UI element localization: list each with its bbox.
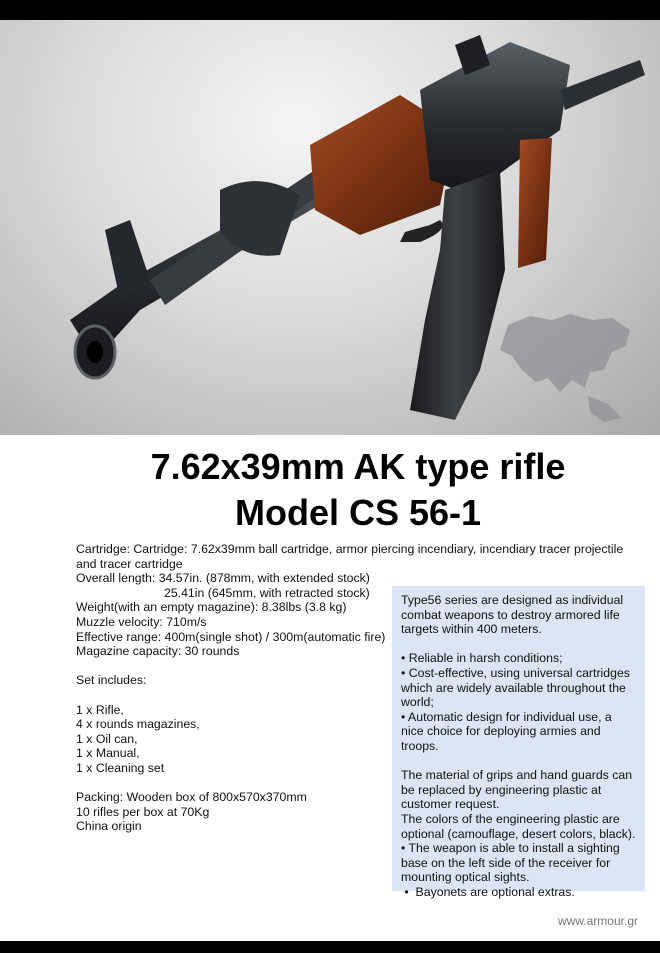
asia-map-silhouette xyxy=(500,314,630,422)
description-intro: Type56 series are designed as individual combat weapons to destroy armored life targets within 400 meters. xyxy=(401,593,624,637)
title-line-2: Model CS 56-1 xyxy=(234,492,482,533)
description-sighting: • The weapon is able to install a sighting base on the left side of the receiver for mounting optical sights. xyxy=(401,841,620,885)
spec-rifles-per-box: 10 rifles per box at 70Kg xyxy=(76,804,210,819)
description-box xyxy=(392,586,645,899)
spec-cartridge: Cartridge: Cartridge: 7.62x39mm ball cartridge, armor piercing incendiary, incendiary tracer projectile and tracer cartridge xyxy=(76,542,624,571)
rifle-photo xyxy=(0,20,660,435)
pistol-grip xyxy=(518,138,552,268)
spec-weight: Weight(with an empty magazine): 8.38lbs (3.8 kg) xyxy=(76,600,347,615)
spec-packing: Packing: Wooden box of 800x570x370mm xyxy=(76,790,307,805)
spec-muzzle-velocity: Muzzle velocity: 710m/s xyxy=(76,614,207,629)
description-bayonets: • Bayonets are optional extras. xyxy=(401,884,575,899)
title-line-1: 7.62x39mm AK type rifle xyxy=(150,446,566,487)
feature-bullet: • Automatic design for individual use, a nice choice for deploying armies and troops. xyxy=(401,709,612,753)
page-title xyxy=(0,444,660,536)
description-material: The material of grips and hand guards can be replaced by engineering plastic at customer request. xyxy=(401,768,633,812)
set-item: 1 x Rifle, xyxy=(76,702,124,717)
set-includes-label: Set includes: xyxy=(76,673,147,688)
rifle-illustration xyxy=(0,20,660,435)
spec-effective-range: Effective range: 400m(single shot) / 300m(automatic fire) xyxy=(76,629,386,644)
spec-overall-length: Overall length: 34.57in. (878mm, with extended stock) xyxy=(76,571,370,586)
description-colors: The colors of the engineering plastic are optional (camouflage, desert colors, black). xyxy=(401,811,636,841)
set-item: 1 x Cleaning set xyxy=(76,760,165,775)
spec-origin: China origin xyxy=(76,819,142,834)
footer-website: www.armour.gr xyxy=(557,914,638,928)
feature-bullet: • Cost-effective, using universal cartridges which are widely available throughout the world; xyxy=(401,665,630,710)
feature-bullet: • Reliable in harsh conditions; xyxy=(401,651,563,666)
set-item: 1 x Manual, xyxy=(76,746,140,761)
spec-magazine-capacity: Magazine capacity: 30 rounds xyxy=(76,644,240,659)
bottom-border xyxy=(0,941,660,953)
spec-overall-length-retracted: 25.41in (645mm, with retracted stock) xyxy=(164,585,370,600)
top-border xyxy=(0,0,660,20)
set-item: 4 x rounds magazines, xyxy=(76,717,200,732)
set-item: 1 x Oil can, xyxy=(76,731,138,746)
